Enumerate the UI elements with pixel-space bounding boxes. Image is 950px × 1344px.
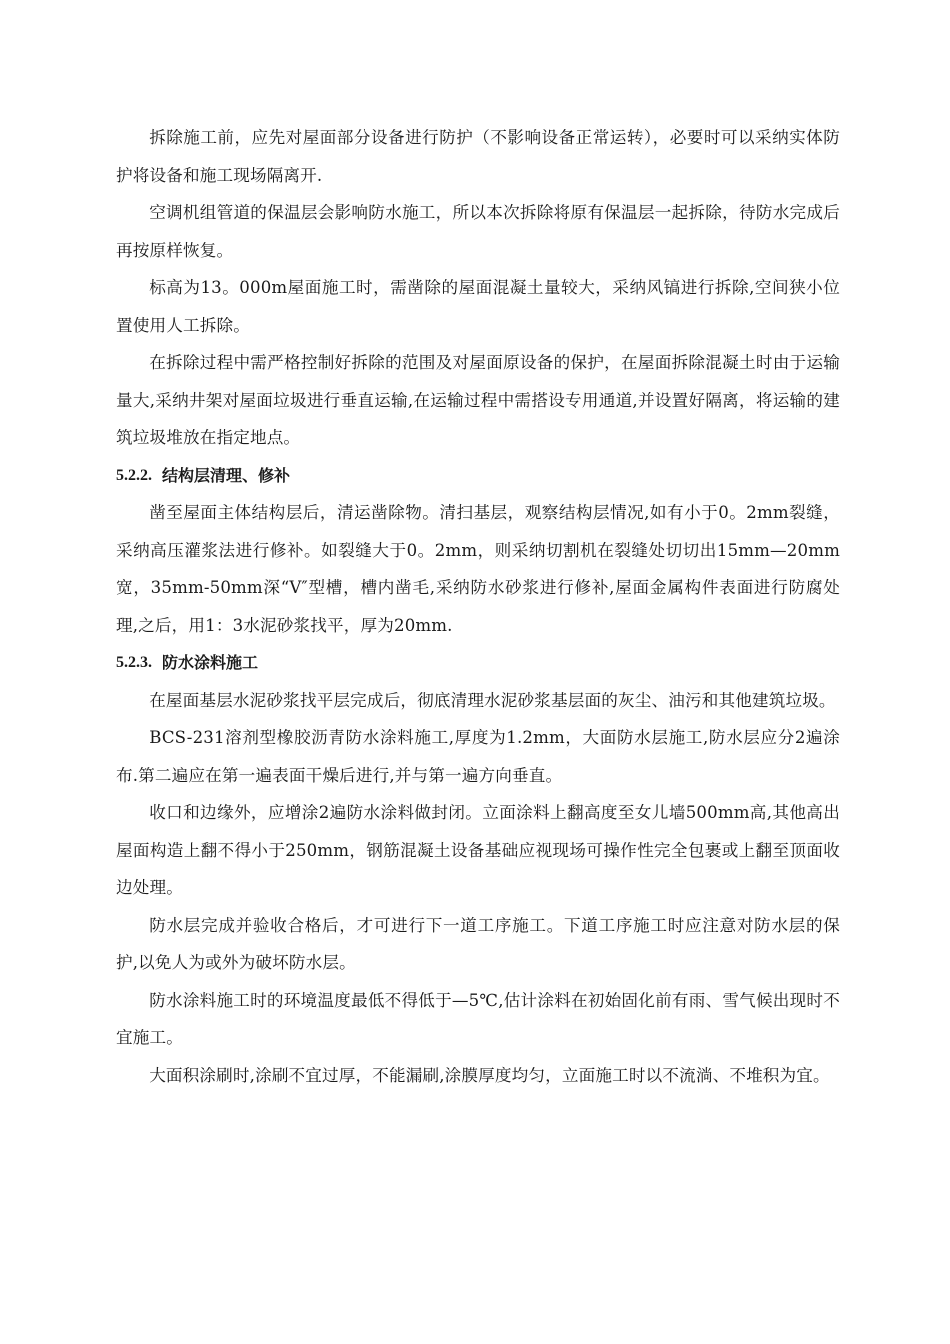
section-number: 5.2.2. — [116, 466, 152, 484]
paragraph: 大面积涂刷时,涂刷不宜过厚，不能漏刷,涂膜厚度均匀，立面施工时以不流淌、不堆积为宜。 — [149, 1065, 830, 1085]
section-title: 防水涂料施工 — [162, 653, 259, 672]
paragraph: 标高为13。000m屋面施工时，需凿除的屋面混凝土量较大，采纳风镐进行拆除,空间狭小位置使用人工拆除。 — [116, 278, 840, 335]
paragraph: 防水层完成并验收合格后，才可进行下一道工序施工。下道工序施工时应注意对防水层的保护,以免人为或外为破坏防水层。 — [116, 915, 840, 972]
document-page — [116, 119, 840, 1094]
section-title: 结构层清理、修补 — [162, 465, 291, 485]
section-number: 5.2.3. — [116, 654, 152, 671]
paragraph: BCS-231溶剂型橡胶沥青防水涂料施工,厚度为1.2mm，大面防水层施工,防水层应分2遍涂布.第二遍应在第一遍表面干燥后进行,并与第一遍方向垂直。 — [116, 728, 840, 785]
section-heading-5-2-2 — [116, 457, 840, 495]
paragraph: 收口和边缘外，应增涂2遍防水涂料做封闭。立面涂料上翻高度至女儿墙500mm高,其他高出屋面构造上翻不得小于250mm，钢筋混凝土设备基础应视现场可操作性完全包裹或上翻至顶面收边处理。 — [116, 803, 840, 897]
paragraph: 凿至屋面主体结构层后，清运凿除物。清扫基层，观察结构层情况,如有小于0。2mm裂缝，采纳高压灌浆法进行修补。如裂缝大于0。2mm，则采纳切割机在裂缝处切切出15mm—20mm宽，35mm-50mm深“V″型槽，槽内凿毛,采纳防水砂浆进行修补,屋面金属构件表面进行防腐处理,之后，用1：3水泥砂浆找平，厚为20mm. — [116, 503, 840, 635]
paragraph: 防水涂料施工时的环境温度最低不得低于—5℃,估计涂料在初始固化前有雨、雪气候出现时不宜施工。 — [116, 990, 840, 1047]
paragraph: 在屋面基层水泥砂浆找平层完成后，彻底清理水泥砂浆基层面的灰尘、油污和其他建筑垃圾。 — [149, 690, 836, 710]
paragraph: 拆除施工前，应先对屋面部分设备进行防护（不影响设备正常运转），必要时可以采纳实体防护将设备和施工现场隔离开. — [116, 128, 840, 185]
paragraph: 在拆除过程中需严格控制好拆除的范围及对屋面原设备的保护，在屋面拆除混凝土时由于运输量大,采纳井架对屋面垃圾进行垂直运输,在运输过程中需搭设专用通道,并设置好隔离，将运输的建筑垃圾堆放在指定地点。 — [116, 353, 840, 447]
paragraph: 空调机组管道的保温层会影响防水施工，所以本次拆除将原有保温层一起拆除，待防水完成后再按原样恢复。 — [116, 203, 840, 260]
section-heading-5-2-3 — [116, 644, 840, 682]
